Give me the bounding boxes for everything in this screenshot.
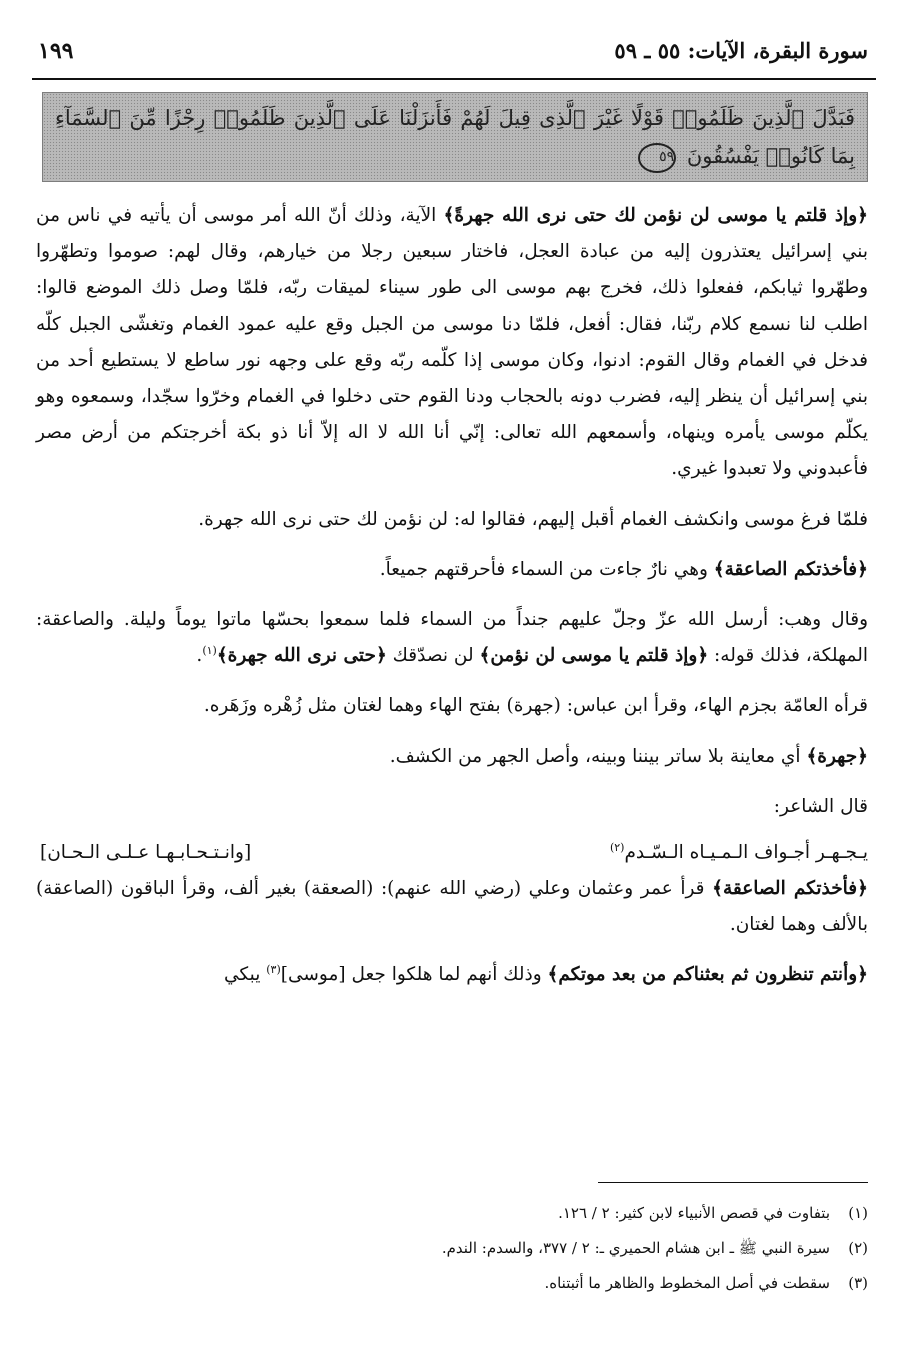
ornate-bracket-close: ﴾	[712, 878, 723, 900]
paragraph-text: .	[196, 645, 203, 667]
quoted-verse: وإذ قلتم يا موسى لن نؤمن لك حتى نرى الله جهرةً	[454, 205, 858, 226]
paragraph-text: وهي نارٌ جاءت من السماء فأحرقتهم جميعاً.	[379, 558, 714, 580]
quoted-verse: وأنتم تنظرون ثم بعثناكم من بعد موتكم	[558, 964, 858, 986]
poem-second-hemistich: [وانـتـحـابـهـا عـلـى الـحـان]	[40, 842, 252, 864]
footnote-number: (١)	[848, 1204, 868, 1222]
footnote-rule	[598, 1182, 868, 1183]
paragraph-4	[36, 602, 868, 674]
poetry-line	[40, 835, 868, 871]
paragraph-1	[36, 198, 868, 488]
footnote-ref[interactable]: (٣)	[266, 963, 281, 977]
ornate-bracket-open: ﴿	[375, 645, 387, 667]
paragraph-7: قال الشاعر:	[773, 795, 868, 817]
paragraph-text: أي معاينة بلا ساتر بيننا وبينه، وأصل الجهر من الكشف.	[389, 745, 807, 767]
footnote-ref[interactable]: (١)	[202, 644, 217, 658]
footnote-ref[interactable]: (٢)	[609, 840, 625, 854]
ornate-bracket-close: ﴾	[443, 205, 455, 226]
footnote-3	[36, 1266, 868, 1301]
quoted-verse: فأخذتكم الصاعقة	[722, 878, 858, 900]
quoted-verse: جهرة	[817, 745, 858, 767]
paragraph-9	[36, 957, 868, 993]
poem-first-hemistich: يـجـهـر أجـواف الـمـيـاه الـسّـدم$^{(٢)}$	[609, 840, 868, 864]
ornate-bracket-open: ﴿	[857, 745, 868, 767]
ornate-bracket-open: ﴿	[857, 964, 868, 986]
footnotes	[36, 1196, 868, 1301]
footnote-text: بتفاوت في قصص الأنبياء لابن كثير: ٢ / ١٢٦.	[558, 1204, 830, 1222]
quran-verse-text: فَبَدَّلَ ٱلَّذِينَ ظَلَمُوا۟ قَوْلًا غَيْرَ ٱلَّذِى قِيلَ لَهُمْ فَأَنزَلْنَا عَلَى ٱلَّذِينَ ظَلَمُوا۟ رِجْزًا مِّنَ ٱلسَّمَآءِ بِمَا كَانُوا۟ يَفْسُقُونَ	[55, 106, 855, 168]
paragraph-text: وقال وهب: أرسل الله عزّ وجلّ عليهم جنداً من السماء فلما سمعوا بحسّها ماتوا يوماً وليلة. والصاعقة: المهلكة، فذلك قوله:	[36, 609, 868, 667]
ornate-bracket-close: ﴾	[806, 745, 818, 767]
paragraph-text: لن نصدّقك	[386, 645, 480, 667]
paragraph-2: فلمّا فرغ موسى وانكشف الغمام أقبل إليهم، فقالوا له: لن نؤمن لك حتى نرى الله جهرة.	[198, 508, 868, 530]
paragraph-6	[36, 739, 868, 775]
paragraph-text: يبكي	[223, 964, 267, 986]
ornate-bracket-close: ﴾	[479, 645, 491, 667]
ornate-bracket-close: ﴾	[216, 645, 228, 667]
quran-verse	[55, 99, 855, 175]
quoted-verse: وإذ قلتم يا موسى لن نؤمن	[490, 645, 698, 667]
quran-verse-box	[42, 92, 868, 182]
paragraph-text: قرأ عمر وعثمان وعلي (رضي الله عنهم): (الصعقة) بغير ألف، وقرأ الباقون (الصاعقة) بالألف وهما لغتان.	[36, 878, 868, 936]
paragraph-8	[36, 871, 868, 943]
paragraph-text: وذلك أنهم لما هلكوا جعل [موسى]	[280, 964, 548, 986]
ornate-bracket-open: ﴿	[857, 558, 868, 580]
quoted-verse: حتى نرى الله جهرة	[227, 645, 376, 667]
footnote-number: (٣)	[848, 1274, 868, 1292]
verse-number-medallion: ٥٩	[638, 143, 676, 173]
page-number: ١٩٩	[38, 38, 74, 64]
paragraph-text: الآية، وذلك أنّ الله أمر موسى أن يأتيه في ناس من بني إسرائيل يعتذرون إليه من عبادة العجل، فاختار سبعين رجلا من خيارهم، وقال لهم: صوموا وتطهّروا وطهّروا ثيابكم، ففعلوا ذلك، فخرج بهم موسى الى طور سيناء لميقات ربّه، فلمّا وصل ذلك الموضع قالوا: اطلب لنا نسمع كلام ربّنا، فقال: أفعل، فلمّا دنا موسى من الجبل وقع عليه عمود الغمام وتغشّى الجبل كلّه فدخل في الغمام وقال القوم: ادنوا، وكان موسى إذا كلّمه ربّه وقع على وجهه نور ساطع لا يستطيع أحد من بني إسرائيل أن ينظر إليه، فضرب دونه بالحجاب ودنا القوم حتى دخلوا في الغمام وخرّوا سجّدا، وسمعوه وهو يكلّم موسى يأمره وينهاه، وأسمعهم الله تعالى: إنّي أنا الله لا اله إلاّ أنا ذو بكة أخرجتكم من أرض مصر فأعبدوني ولا تعبدوا غيري.	[36, 205, 868, 480]
footnote-1	[36, 1196, 868, 1231]
quoted-verse: فأخذتكم الصاعقة	[724, 558, 858, 580]
footnote-number: (٢)	[848, 1239, 868, 1257]
running-header-title: سورة البقرة، الآيات: ٥٥ ـ ٥٩	[614, 38, 868, 63]
ornate-bracket-open: ﴿	[857, 878, 868, 900]
footnote-text: سيرة النبي ﷺ ـ ابن هشام الحميري ـ: ٢ / ٣٧٧، والسدم: الندم.	[441, 1239, 830, 1257]
ornate-bracket-close: ﴾	[713, 558, 725, 580]
header-rule	[32, 78, 876, 80]
footnote-text: سقطت في أصل المخطوط والظاهر ما أثبتناه.	[544, 1274, 830, 1292]
ornate-bracket-open: ﴿	[697, 645, 709, 667]
ornate-bracket-close: ﴾	[547, 964, 559, 986]
commentary-body	[36, 198, 868, 994]
footnote-2	[36, 1231, 868, 1266]
ornate-bracket-open: ﴿	[857, 205, 869, 226]
paragraph-5: قرأه العامّة بجزم الهاء، وقرأ ابن عباس: (جهرة) بفتح الهاء وهما لغتان مثل زُهْره وزَهَره.	[203, 695, 868, 717]
paragraph-3	[36, 552, 868, 588]
